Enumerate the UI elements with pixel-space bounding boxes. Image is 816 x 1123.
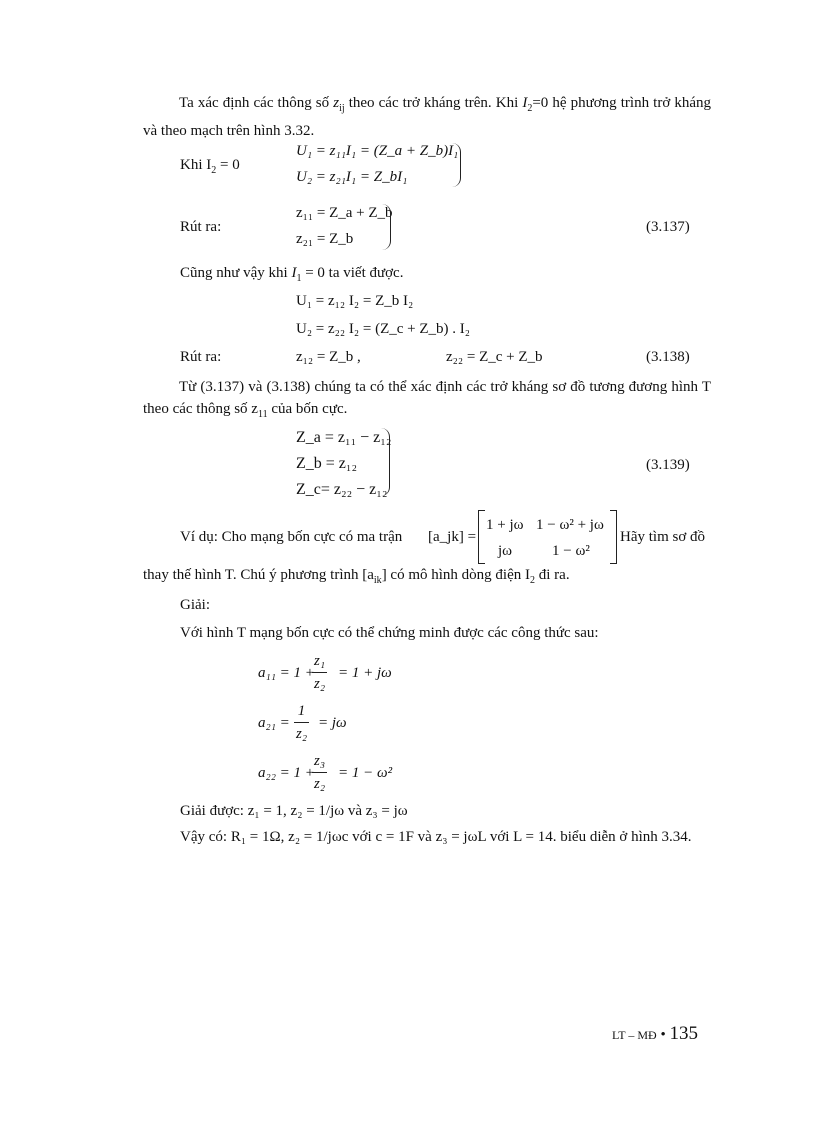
answer-conclusion: Vậy có: R₁ = 1Ω, z₂ = 1/jωc với c = 1F và z₃ = jωL với L = 14. biểu diễn ở hình 3.34. [180,829,692,845]
example-line2-b: ] có mô hình dòng điện I [381,567,530,583]
case1-label [180,158,240,176]
result3-brace [381,428,390,496]
intro-text-2: theo các trở kháng trên. Khi [344,95,523,111]
intro-text-3: =0 hệ phương trình trở kháng và theo mạch trên hình 3.32. [143,95,712,139]
a22-den: z₂ [312,772,327,792]
matrix-m12: 1 − ω² + jω [536,517,604,533]
solution-intro: Với hình T mạng bốn cực có thể chứng minh được các công thức sau: [180,625,599,641]
matrix-left-bracket [478,510,485,564]
a22-fraction [312,754,327,792]
footer-label: LT – MĐ [612,1028,657,1042]
case2-eq1: U₁ = z₁₂ I₂ = Z_b I₂ [296,293,414,309]
a11-num: z₁ [314,653,326,669]
result1-number: (3.137) [646,219,690,235]
intro-I2: I [522,95,528,111]
intro-zij: z [333,95,340,111]
a11-fraction [312,654,327,692]
matrix-m22: 1 − ω² [552,543,590,559]
matrix-m21: jω [498,543,513,559]
result3-eq3: Z_c= z₂₂ − z₁₂ [296,481,388,498]
case1-eq1: U₁ = z₁₁I₁ = (Z_a + Z_b)I₁ [296,143,459,159]
from-tail: của bốn cực. [267,401,348,417]
similar-I: I [291,265,297,281]
from-sub: 11 [257,409,268,420]
result1-brace [382,204,391,250]
a21-den: z₂ [294,722,309,742]
example-line2 [143,568,570,586]
a22-num: z₃ [314,753,326,769]
result3-eq2: Z_b = z₁₂ [296,455,358,472]
page-footer [612,1024,698,1043]
similar-text-b: = 0 ta viết được. [301,265,404,281]
result1-eq1: z₁₁ = Z_a + Z_b [296,205,393,221]
case1-label-tail: = 0 [216,157,240,173]
a21-rhs: = jω [318,715,347,731]
a22-lhs: a₂₂ = 1 + [258,765,315,781]
a21-lhs: a₂₁ = [258,715,290,731]
case1-label-sub: 2 [211,165,217,176]
result3-number: (3.139) [646,457,690,473]
example-tail: Hãy tìm sơ đồ [620,529,706,545]
case1-label-text: Khi I [180,157,212,173]
result1-label: Rút ra: [180,219,222,235]
result2-eq-right: z₂₂ = Z_c + Z_b [446,349,543,365]
solution-label: Giải: [180,597,210,613]
result2-number: (3.138) [646,349,690,365]
footer-bullet: • [660,1027,666,1043]
example-line2-a: thay thế hình T. Chú ý phương trình [a [143,567,374,583]
case2-eq2: U₂ = z₂₂ I₂ = (Z_c + Z_b) . I₂ [296,321,470,337]
a22-rhs: = 1 − ω² [338,765,393,781]
similar-line [180,266,403,284]
intro-I2-sub: 2 [527,103,533,114]
matrix-right-bracket [610,510,617,564]
from-paragraph [143,376,711,426]
intro-paragraph [143,92,711,142]
a21-fraction [294,704,309,742]
example-line2-sub: ik [373,575,382,586]
a11-lhs: a₁₁ = 1 + [258,665,315,681]
case1-eq2: U₂ = z₂₁I₁ = Z_bI₁ [296,169,408,185]
similar-text-a: Cũng như vậy khi [180,265,292,281]
from-text: Từ (3.137) và (3.138) chúng ta có thể xác định các trở kháng sơ đồ tương đương hình T theo các thông số z [143,379,711,417]
a11-den: z₂ [312,672,327,692]
result3-eq1: Z_a = z₁₁ − z₁₂ [296,429,392,446]
result2-eq-left: z₁₂ = Z_b , [296,349,361,365]
result1-eq2: z₂₁ = Z_b [296,231,354,247]
intro-zij-sub: ij [339,103,345,114]
example-line2-c: đi ra. [535,567,570,583]
answer-line: Giải được: z₁ = 1, z₂ = 1/jω và z₃ = jω [180,803,408,819]
a21-num: 1 [297,703,306,719]
page-number: 135 [669,1023,698,1044]
result2-label: Rút ra: [180,349,222,365]
case1-brace [452,143,461,187]
example-matrix-label: [a_jk] = [428,529,477,545]
example-line2-sub2: 2 [530,575,535,586]
intro-text-1: Ta xác định các thông số [179,95,334,111]
example-lead: Ví dụ: Cho mạng bốn cực có ma trận [180,529,403,545]
similar-I-sub: 1 [296,273,302,284]
a11-rhs: = 1 + jω [338,665,392,681]
matrix-m11: 1 + jω [486,517,524,533]
